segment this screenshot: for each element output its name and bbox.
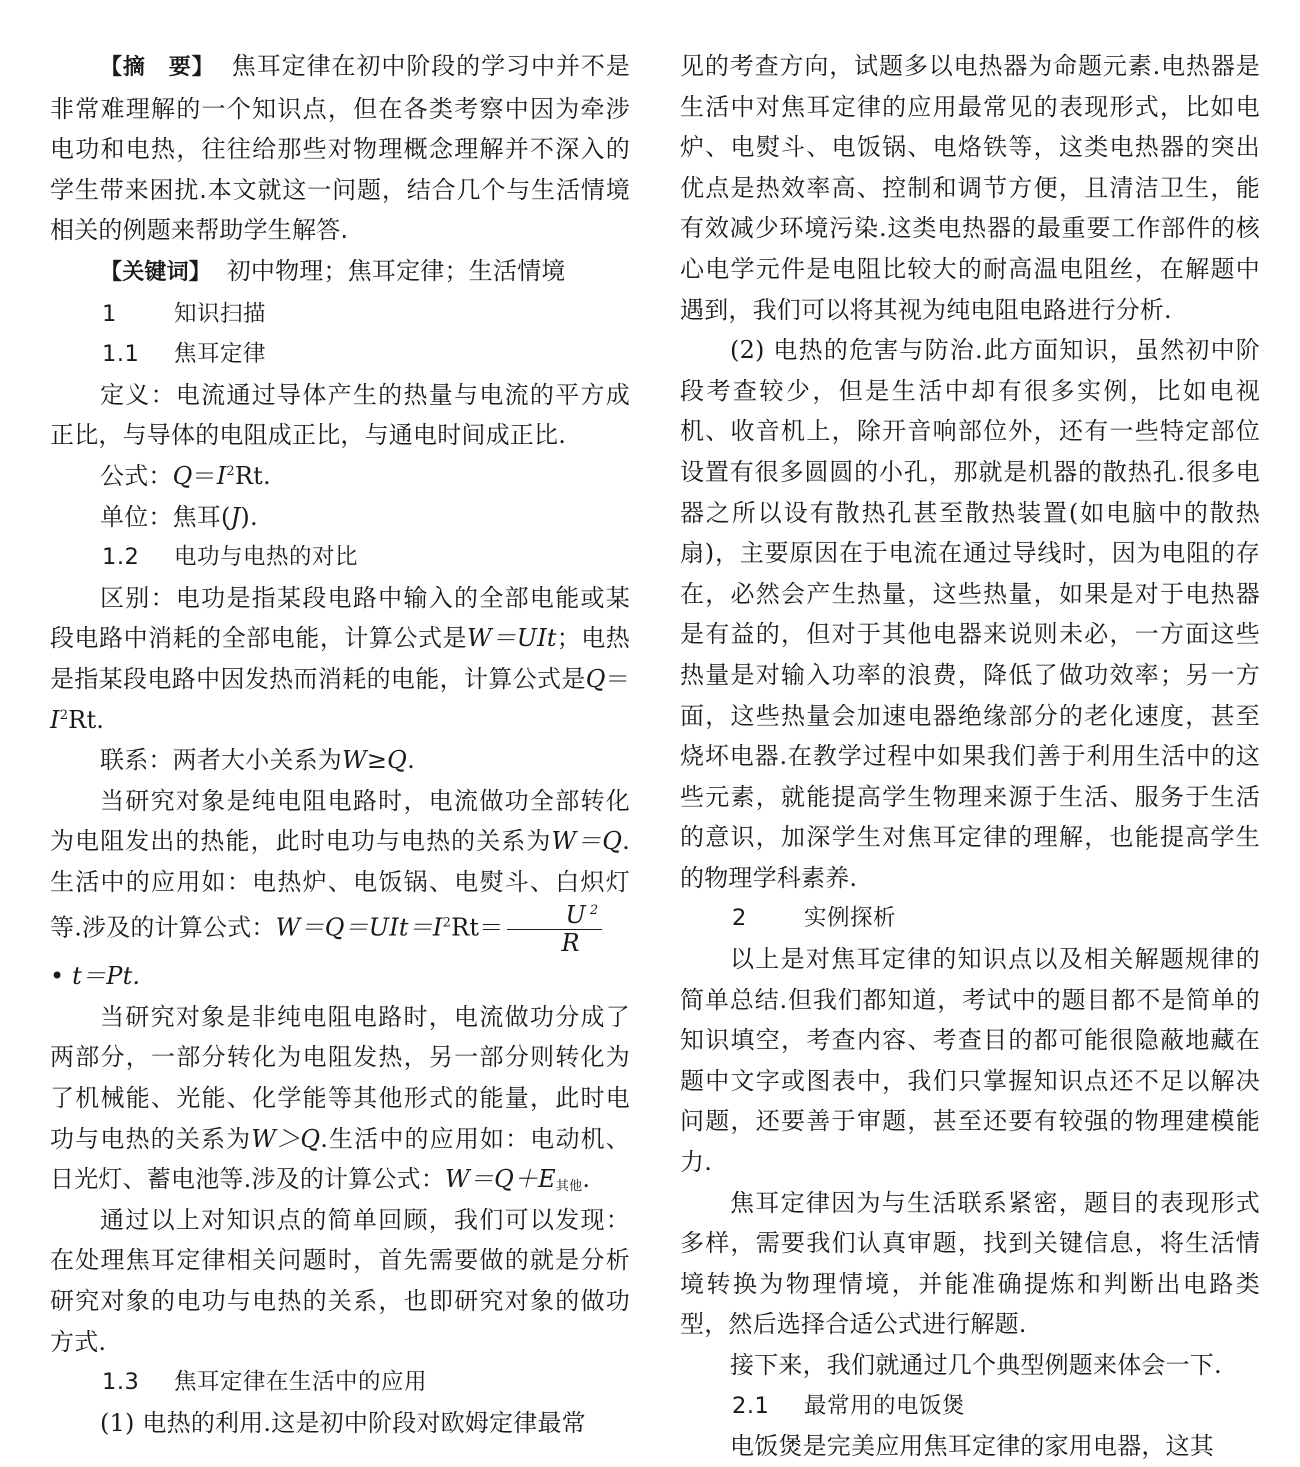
frac-num-exp: 2 (589, 903, 599, 919)
keywords-label: 【关键词】 (100, 259, 212, 285)
left-column (50, 46, 630, 1443)
keywords-block (50, 251, 630, 294)
rice-cooker-paragraph: 电饭煲是完美应用焦耳定律的家用电器，这其 (730, 1432, 1214, 1461)
formula-rt: Rt. (234, 461, 271, 490)
diff-eq: ＝ (605, 664, 630, 693)
difference-paragraph (50, 578, 630, 740)
formula-i: I (216, 461, 227, 490)
frac-num: U (565, 901, 586, 930)
use1-paragraph-start: (1) 电热的利用.这是初中阶段对欧姆定律最常 (100, 1408, 586, 1437)
heading-1-1-title: 焦耳定律 (174, 341, 267, 368)
link-rel: W≥Q (342, 746, 408, 775)
heading-1-2 (50, 537, 630, 578)
heading-1-3 (50, 1362, 630, 1403)
pure-tail: • t＝Pt. (50, 962, 141, 991)
heading-2-title: 实例探析 (804, 905, 897, 932)
formula-lead: 公式： (100, 461, 173, 490)
heading-1-2-title: 电功与电热的对比 (174, 544, 359, 571)
right-column (680, 46, 1260, 1467)
diff-w-formula: W＝UIt (467, 624, 557, 653)
pure-resistor-paragraph (50, 781, 630, 957)
review-paragraph: 通过以上对知识点的简单回顾，我们可以发现：在处理焦耳定律相关问题时，首先需要做的就是分析研究对象的电功与电热的关系，也即研究对象的做功方式. (50, 1205, 630, 1356)
diff-rt: Rt. (68, 705, 105, 734)
formula-q: Q (172, 461, 193, 490)
unit-line (50, 497, 630, 538)
pure-rel: W＝Q (551, 827, 623, 856)
pure-b: .生活中的应用如：电热炉、电饭锅、电熨斗、白炽灯等.涉及的计算公式： (50, 827, 631, 942)
definition-paragraph: 定义：电流通过导体产生的热量与电流的平方成正比，与导体的电阻成正比，与通电时间成正比. (50, 380, 630, 450)
nonpure-a: 当研究对象是非纯电阻电路时，电流做功分成了两部分，一部分转化为电阻发热，另一部分则转化为了机械能、光能、化学能等其他形式的能量，此时电功与电热的关系为 (50, 1002, 630, 1153)
use2-paragraph: (2) 电热的危害与防治.此方面知识，虽然初中阶段考查较少，但是生活中却有很多实例，比如电视机、收音机上，除开音响部位外，还有一些特定部位设置有很多圆圆的小孔，那就是机器的散热孔.很多电器之所以设有散热孔甚至散热装置(如电脑中的散热扇)，主要原因在于电流在通过导线时，因为电阻的存在，必然会产生热量，这些热量，如果是对于电热器是有益的，但对于其他电器来说则未必，一方面这些热量是对输入功率的浪费，降低了做功效率；另一方面，这些热量会加速电器绝缘部分的老化速度，甚至烧坏电器.在教学过程中如果我们善于利用生活中的这些元素，就能提高学生物理来源于生活、服务于生活的意识，加深学生对焦耳定律的理解，也能提高学生的物理学科素养. (680, 336, 1260, 892)
link-tail: . (407, 746, 415, 775)
link-lead: 联系：两者大小关系为 (100, 746, 342, 775)
formula-exp: 2 (226, 463, 235, 479)
pure-exp: 2 (442, 915, 452, 931)
frac-den: R (561, 928, 580, 957)
formula-line (50, 456, 630, 497)
use1-paragraph-cont: 见的考查方向，试题多以电热器为命题元素.电热器是生活中对焦耳定律的应用最常见的表现形式，比如电炉、电熨斗、电饭锅、电烙铁等，这类电热器的突出优点是热效率高、控制和调节方便，且清洁卫生，能有效减少环境污染.这类电热器的最重要工作部件的核心电学元件是电阻比较大的耐高温电阻丝，在解题中遇到，我们可以将其视为纯电阻电路进行分析. (680, 52, 1260, 324)
formula-eq: ＝ (192, 461, 217, 490)
fraction-u2-over-r (507, 902, 602, 956)
unit-tail: ). (240, 502, 258, 531)
diff-a: 区别：电功是指某段电路中输入的全部电能或某段电路中消耗的全部电能，计算公式是 (50, 583, 630, 653)
nonpure-sub: 其他 (555, 1179, 583, 1195)
non-pure-paragraph (50, 997, 630, 1200)
heading-2-1-title: 最常用的电饭煲 (804, 1392, 966, 1419)
example-intro-paragraph: 以上是对焦耳定律的知识点以及相关解题规律的简单总结.但我们都知道，考试中的题目都不是简单的知识填空，考查内容、考查目的都可能很隐蔽地藏在题中文字或图表中，我们只掌握知识点还不足以解决问题，还要善于审题，甚至还要有较强的物理建模能力. (680, 945, 1260, 1177)
abstract-label: 【摘 要】 (100, 55, 215, 80)
heading-1 (50, 294, 630, 335)
diff-q: Q (585, 664, 606, 693)
heading-1-1-num: 1.1 (102, 341, 140, 368)
heading-1-title: 知识扫描 (174, 300, 267, 327)
diff-i: I (50, 705, 60, 734)
diff-b: ；电热是指某段电路中因发热而消耗的电能，计算公式是 (50, 624, 630, 693)
heading-2-1 (680, 1386, 1260, 1427)
heading-1-1 (50, 334, 630, 375)
example-next-paragraph: 接下来，我们就通过几个典型例题来体会一下. (730, 1351, 1222, 1379)
nonpure-tail: . (582, 1165, 591, 1194)
abstract-block (50, 46, 630, 251)
nonpure-b: .生活中的应用如：电动机、日光灯、蓄电池等.涉及的计算公式： (50, 1124, 630, 1194)
heading-2-1-num: 2.1 (732, 1392, 770, 1419)
nonpure-rel: W＞Q (251, 1124, 321, 1153)
heading-1-3-title: 焦耳定律在生活中的应用 (174, 1369, 428, 1396)
heading-1-3-num: 1.3 (102, 1369, 140, 1396)
heading-1-num: 1 (102, 300, 117, 327)
example-approach-paragraph: 焦耳定律因为与生活联系紧密，题目的表现形式多样，需要我们认真审题，找到关键信息，将生活情境转换为物理情境，并能准确提炼和判断出电路类型，然后选择合适公式进行解题. (680, 1188, 1260, 1339)
diff-exp: 2 (59, 707, 69, 723)
nonpure-f: W＝Q＋E (445, 1165, 556, 1194)
heading-1-2-num: 1.2 (102, 544, 140, 571)
pure-a: 当研究对象是纯电阻电路时，电流做功全部转化为电阻发出的热能，此时电功与电热的关系为 (50, 786, 630, 856)
unit-lead: 单位：焦耳( (100, 502, 231, 531)
unit-j: J (230, 502, 241, 531)
pure-rt: Rt＝ (451, 913, 504, 942)
keywords-text: 初中物理；焦耳定律；生活情境 (226, 256, 566, 285)
heading-2 (680, 898, 1260, 939)
abstract-text: 焦耳定律在初中阶段的学习中并不是非常难理解的一个知识点，但在各类考察中因为牵涉电功和电热，往往给那些对物理概念理解并不深入的学生带来困扰.本文就这一问题，结合几个与生活情境相关的例题来帮助学生解答. (50, 52, 630, 245)
pure-f1: W＝Q＝UIt＝I (275, 913, 443, 942)
heading-2-num: 2 (732, 905, 747, 932)
link-paragraph (50, 740, 630, 781)
